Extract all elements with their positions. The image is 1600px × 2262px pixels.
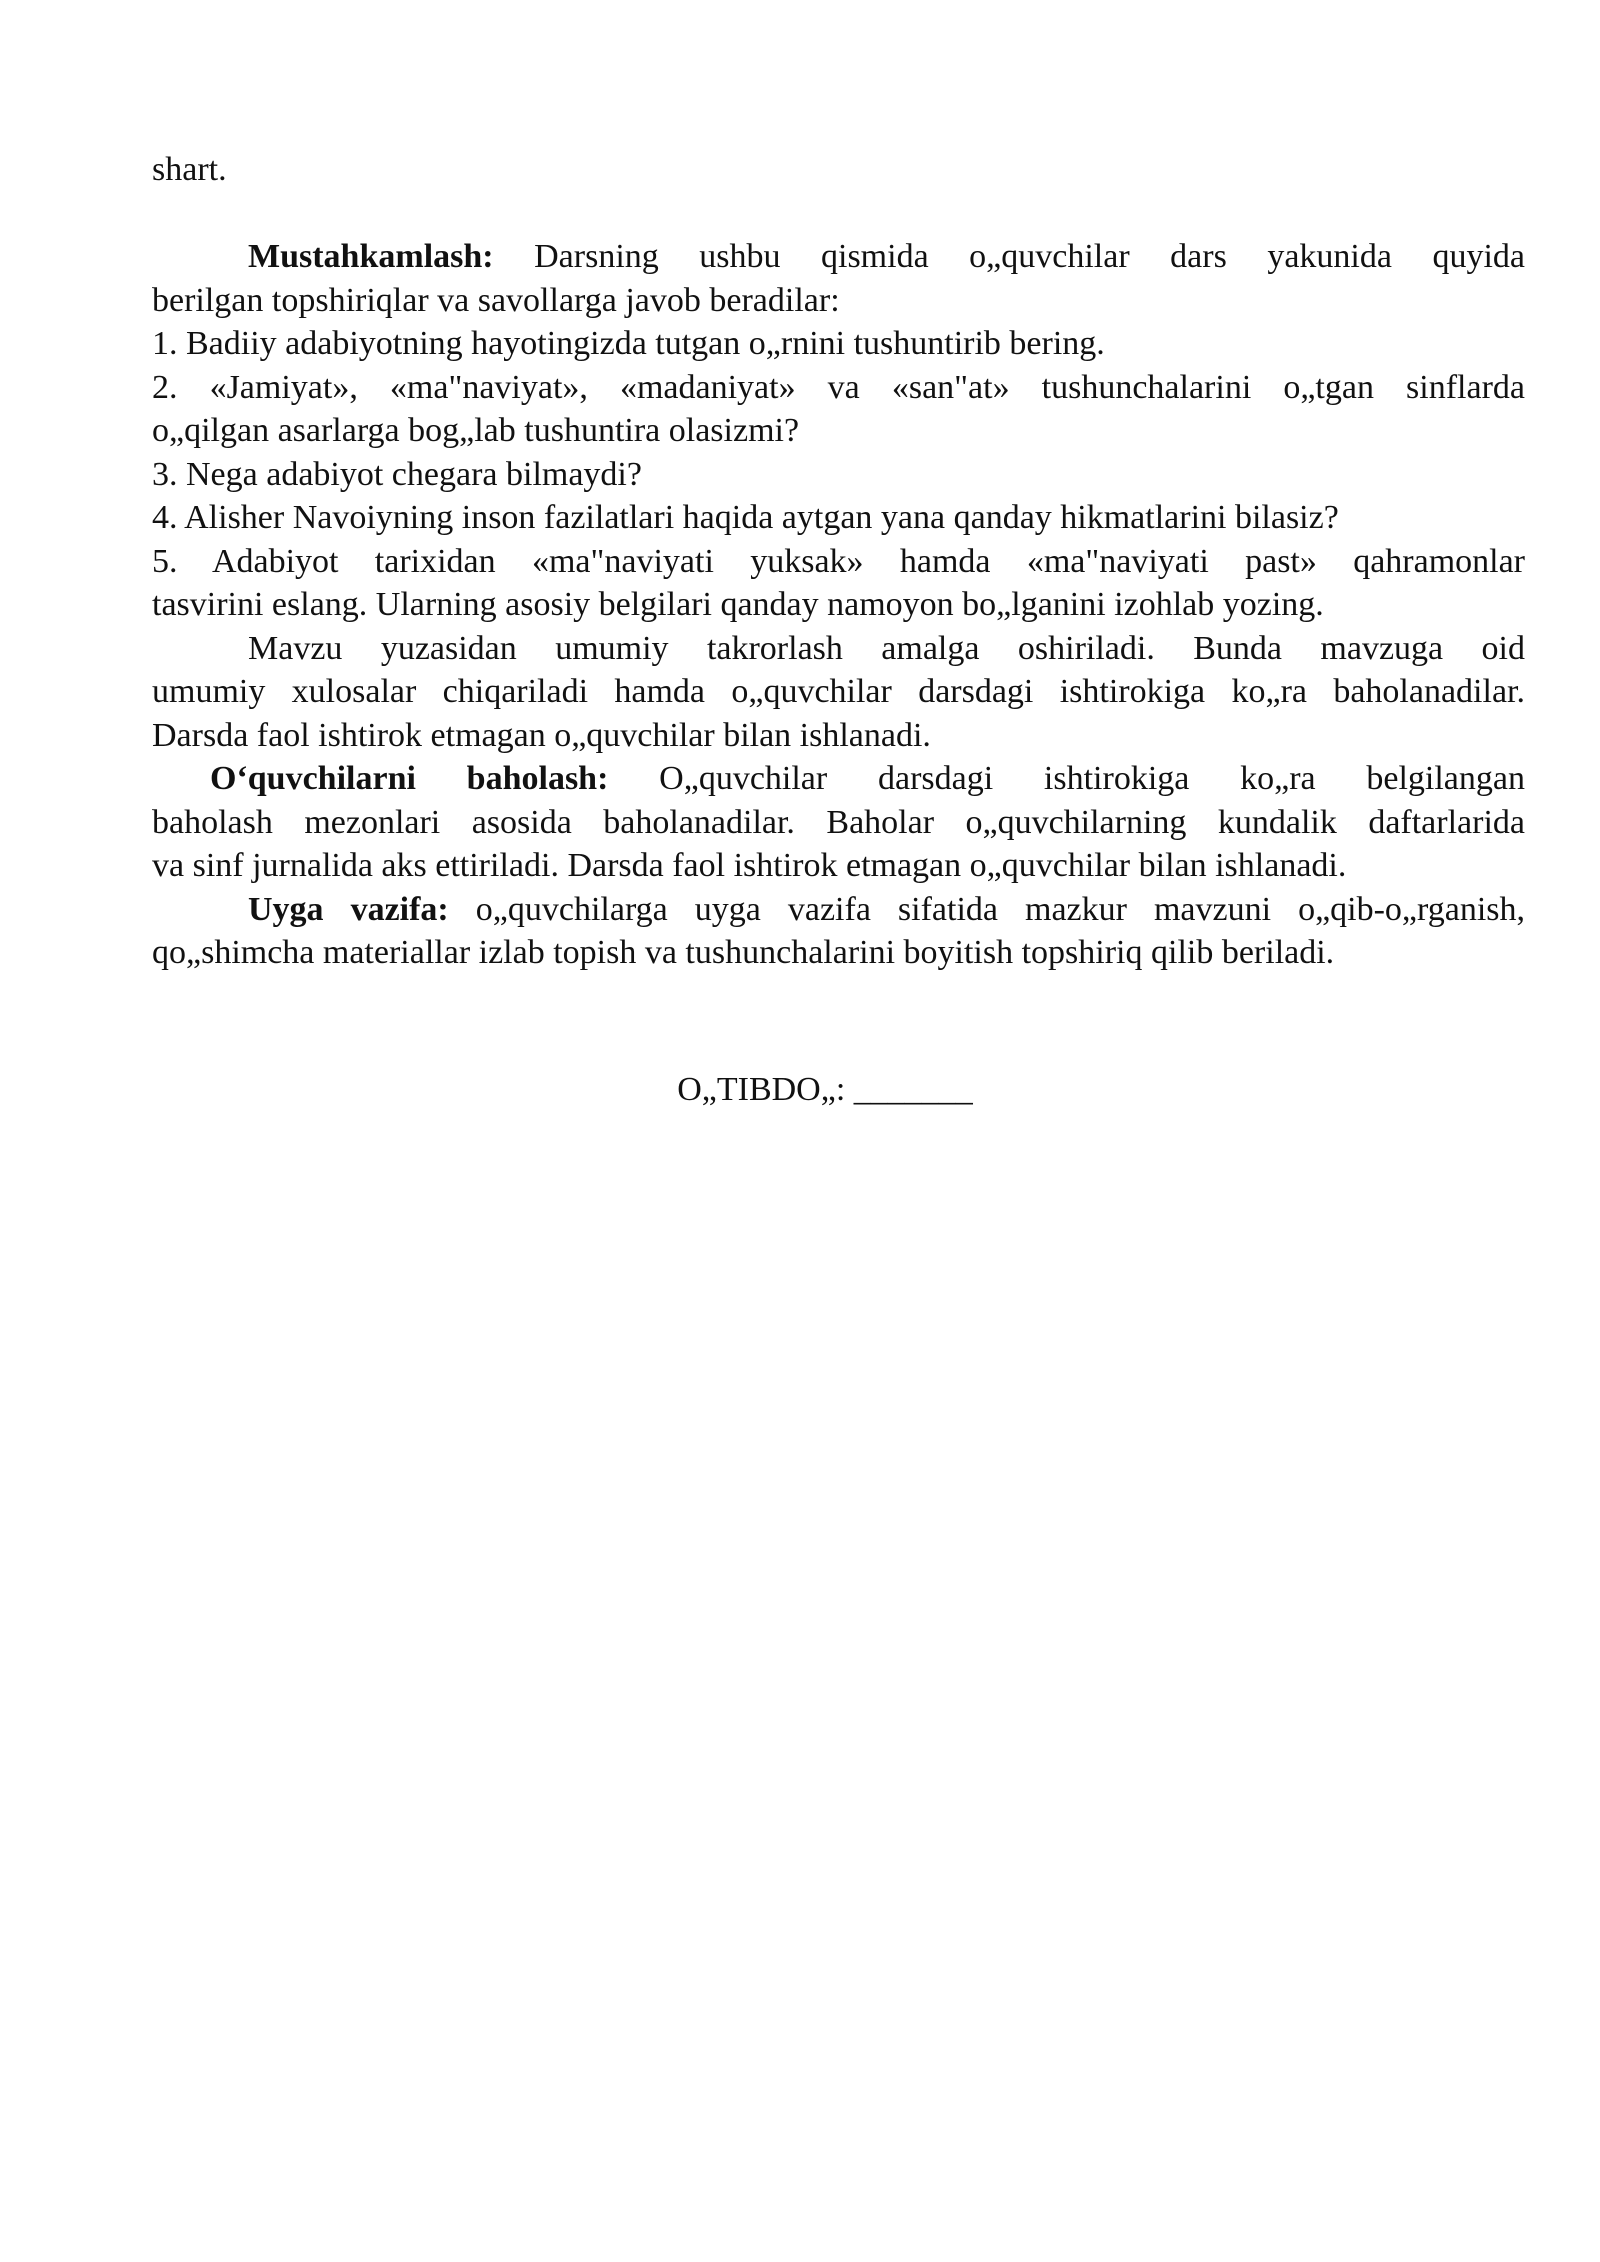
document-body <box>152 148 1525 975</box>
text-run: O„quvchilar darsdagi ishtirokiga ko„ra belgilangan <box>608 760 1525 797</box>
assessment-paragraph-line <box>152 757 1525 801</box>
question-4: 4. Alisher Navoiyning inson fazilatlari haqida aytgan yana qanday hikmatlarini bilasiz? <box>152 499 1339 536</box>
question-5-line: tasvirini eslang. Ularning asosiy belgilari qanday namoyon bo„lganini izohlab yozing. <box>152 586 1324 623</box>
question-1: 1. Badiiy adabiyotning hayotingizda tutgan o„rnini tushuntirib bering. <box>152 325 1105 362</box>
question-3: 3. Nega adabiyot chegara bilmaydi? <box>152 455 642 493</box>
summary-paragraph-line: Darsda faol ishtirok etmagan o„quvchilar bilan ishlanadi. <box>152 716 931 754</box>
text-line: berilgan topshiriqlar va savollarga javob beradilar: <box>152 281 840 319</box>
question-5-line: 5. Adabiyot tarixidan «ma"naviyati yuksak» hamda «ma"naviyati past» qahramonlar <box>152 542 1525 580</box>
homework-paragraph-line: qo„shimcha materiallar izlab topish va tushunchalarini boyitish topshiriq qilib beriladi. <box>152 934 1335 971</box>
assessment-heading: O‘quvchilarni baholash: <box>210 760 609 797</box>
text-line: shart. <box>152 151 227 188</box>
signature-line: O„TIBDO„: _______ <box>677 1071 973 1108</box>
summary-paragraph-line: Mavzu yuzasidan umumiy takrorlash amalga oshiriladi. Bunda mavzuga oid <box>248 629 1525 667</box>
homework-paragraph-line <box>152 888 1525 932</box>
assessment-paragraph-line: va sinf jurnalida aks ettiriladi. Darsda faol ishtirok etmagan o„quvchilar bilan ishlanadi. <box>152 847 1347 884</box>
text-run: Darsning ushbu qismida o„quvchilar dars yakunida quyida <box>493 238 1525 275</box>
question-2-line: 2. «Jamiyat», «ma"naviyat», «madaniyat» va «san"at» tushunchalarini o„tgan sinflarda <box>152 368 1525 406</box>
assessment-paragraph-line: baholash mezonlari asosida baholanadilar. Baholar o„quvchilarning kundalik daftarlarida <box>152 803 1525 841</box>
mustahkamlash-heading: Mustahkamlash: <box>248 238 494 275</box>
question-2-line: o„qilgan asarlarga bog„lab tushuntira olasizmi? <box>152 412 800 449</box>
text-run: o„quvchilarga uyga vazifa sifatida mazkur mavzuni o„qib-o„rganish, <box>448 890 1525 928</box>
homework-heading: Uyga vazifa: <box>248 890 449 928</box>
summary-paragraph-line: umumiy xulosalar chiqariladi hamda o„quvchilar darsdagi ishtirokiga ko„ra baholanadilar. <box>152 673 1525 710</box>
mustahkamlash-paragraph-line <box>152 235 1525 279</box>
